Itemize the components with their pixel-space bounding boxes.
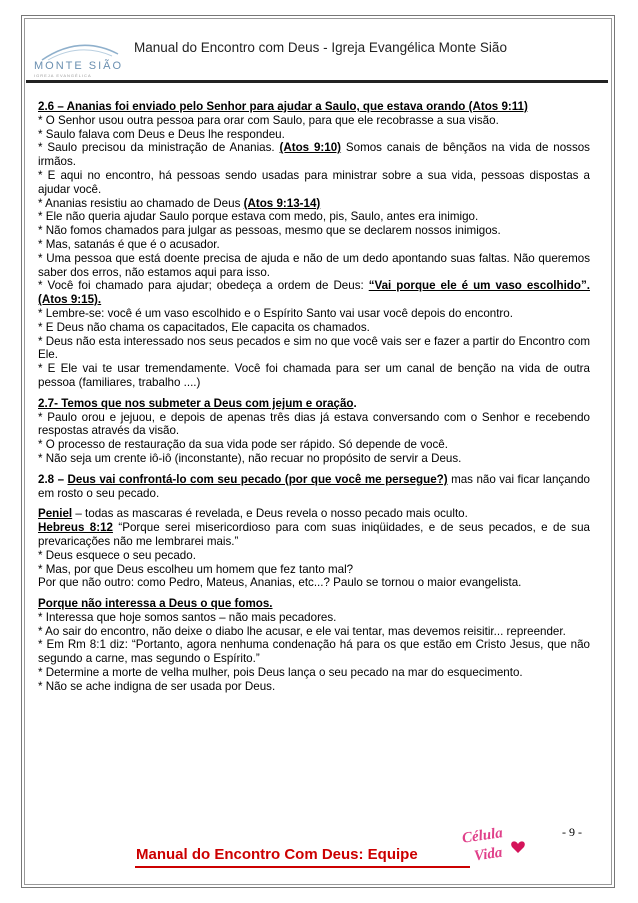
- text-span: mas não vai ficar lançando em rosto o seu pecado.: [38, 472, 590, 500]
- text-span: – todas as mascaras é revelada, e Deus revela o nosso pecado mais oculto.: [72, 507, 468, 521]
- paragraph: * Não fomos chamados para julgar as pessoas, mesmo que se declarem nossos inimigos.: [38, 224, 501, 238]
- paragraph: * Lembre-se: você é um vaso escolhido e o Espírito Santo vai usar você depois do encontro.: [38, 306, 513, 320]
- footer-title: Manual do Encontro Com Deus: Equipe: [136, 846, 418, 863]
- page-header-title: Manual do Encontro com Deus - Igreja Evangélica Monte Sião: [134, 40, 507, 55]
- text-span: * Saulo precisou da ministração de Ananias.: [38, 141, 280, 155]
- paragraph: * Deus não esta interessado nos seus pecados e sim no que você vais ser e fazer a partir do Encontro com Ele.: [38, 334, 590, 362]
- paragraph: * Saulo falava com Deus e Deus lhe respondeu.: [38, 127, 285, 141]
- spacer: [38, 590, 590, 597]
- paragraph: [38, 507, 590, 521]
- paragraph: * Não se ache indigna de ser usada por Deus.: [38, 679, 276, 693]
- peniel-term: Peniel: [38, 507, 73, 521]
- logo-word-celula: Célula: [461, 825, 504, 847]
- section-2-6-heading: 2.6 – Ananias foi enviado pelo Senhor para ajudar a Saulo, que estava orando (Atos 9:11): [38, 100, 528, 113]
- heading-text: 2.7- Temos que nos submeter a Deus com jejum e oração: [38, 396, 354, 410]
- section-2-7-heading: [38, 397, 590, 411]
- paragraph: * Não seja um crente iô-iô (inconstante), não recuar no propósito de servir a Deus.: [38, 451, 462, 465]
- paragraph: * Ao sair do encontro, não deixe o diabo lhe acusar, e ele vai tentar, mas devemos reisitir... repreender.: [38, 624, 566, 638]
- paragraph: * Em Rm 8:1 diz: “Portanto, agora nenhuma condenação há para os que estão em Cristo Jesus, que não segundo a carne, mas segundo o Espírito.”: [38, 638, 590, 666]
- mountain-arc-icon: [40, 40, 120, 62]
- paragraph: * Paulo orou e jejuou, e depois de apenas três dias já estava conversando com o Senhor e recebendo respostas através da visão.: [38, 410, 590, 438]
- heading-end: .: [353, 396, 357, 410]
- bible-reference: Hebreus 8:12: [38, 521, 113, 535]
- monte-siao-logo: [30, 40, 130, 80]
- paragraph: * Interessa que hoje somos santos – não mais pecadores.: [38, 610, 337, 624]
- paragraph: [38, 141, 590, 169]
- footer-underline: [135, 866, 470, 868]
- paragraph: * E Deus não chama os capacitados, Ele capacita os chamados.: [38, 320, 370, 334]
- spacer: [38, 390, 590, 397]
- bible-quote: “Vai porque ele é um vaso escolhido”. (Atos 9:15).: [38, 279, 590, 307]
- paragraph: * Mas, satanás é que é o acusador.: [38, 237, 220, 251]
- logo-subtext: IGREJA EVANGÉLICA: [34, 73, 92, 78]
- heading-text: Deus vai confrontá-lo com seu pecado (por que você me persegue?): [67, 472, 448, 486]
- paragraph: * E Ele vai te usar tremendamente. Você foi chamada para ser um canal de benção na vida de outra pessoa (familiares, trabalho ....): [38, 362, 590, 389]
- spacer: [38, 500, 590, 507]
- paragraph: [38, 521, 590, 549]
- paragraph: [38, 197, 590, 211]
- paragraph: [38, 279, 590, 307]
- bible-reference: (Atos 9:10): [279, 141, 342, 155]
- paragraph: * Mas, por que Deus escolheu um homem que fez tanto mal?: [38, 562, 354, 576]
- paragraph: * O Senhor usou outra pessoa para orar com Saulo, para que ele recobrasse a sua visão.: [38, 113, 499, 127]
- paragraph: * E aqui no encontro, há pessoas sendo usadas para ministrar sobre a sua vida, pessoas dispostas a ajudar você.: [38, 168, 590, 196]
- celula-vida-logo: [452, 822, 530, 866]
- text-span: Somos canais de bênçãos na vida de nossos irmãos.: [38, 141, 590, 169]
- paragraph: * Deus esquece o seu pecado.: [38, 548, 196, 562]
- document-body: [38, 100, 590, 694]
- header-divider: [26, 80, 608, 83]
- heart-icon: [511, 841, 525, 853]
- subheading: Porque não interessa a Deus o que fomos.: [38, 597, 273, 611]
- section-number: 2.8 –: [38, 472, 68, 486]
- paragraph: * O processo de restauração da sua vida pode ser rápido. Só depende de você.: [38, 438, 448, 452]
- logo-text: MONTE SIÃO: [34, 60, 124, 72]
- text-span: * Ananias resistiu ao chamado de Deus: [38, 196, 244, 210]
- text-span: * Você foi chamado para ajudar; obedeça a ordem de Deus:: [38, 279, 369, 293]
- paragraph: * Ele não queria ajudar Saulo porque estava com medo, pis, Saulo, antes era inimigo.: [38, 210, 479, 224]
- paragraph: Por que não outro: como Pedro, Mateus, Ananias, etc...? Paulo se tornou o maior evangelista.: [38, 576, 522, 590]
- paragraph: * Determine a morte de velha mulher, pois Deus lança o seu pecado na mar do esquecimento.: [38, 666, 523, 680]
- spacer: [38, 466, 590, 473]
- page-number: - 9 -: [562, 825, 582, 839]
- section-2-8-heading: [38, 473, 590, 501]
- text-span: “Porque serei misericordioso para com suas iniqüidades, e de seus pecados, e de sua prevaricações não me lembrarei mais.”: [38, 521, 591, 548]
- logo-word-vida: Vida: [473, 844, 504, 865]
- bible-reference: (Atos 9:13-14): [243, 196, 321, 210]
- paragraph: * Uma pessoa que está doente precisa de ajuda e não de um dedo apontando suas faltas. Não queremos saber dos erros, não estamos aqui para isso.: [38, 251, 590, 279]
